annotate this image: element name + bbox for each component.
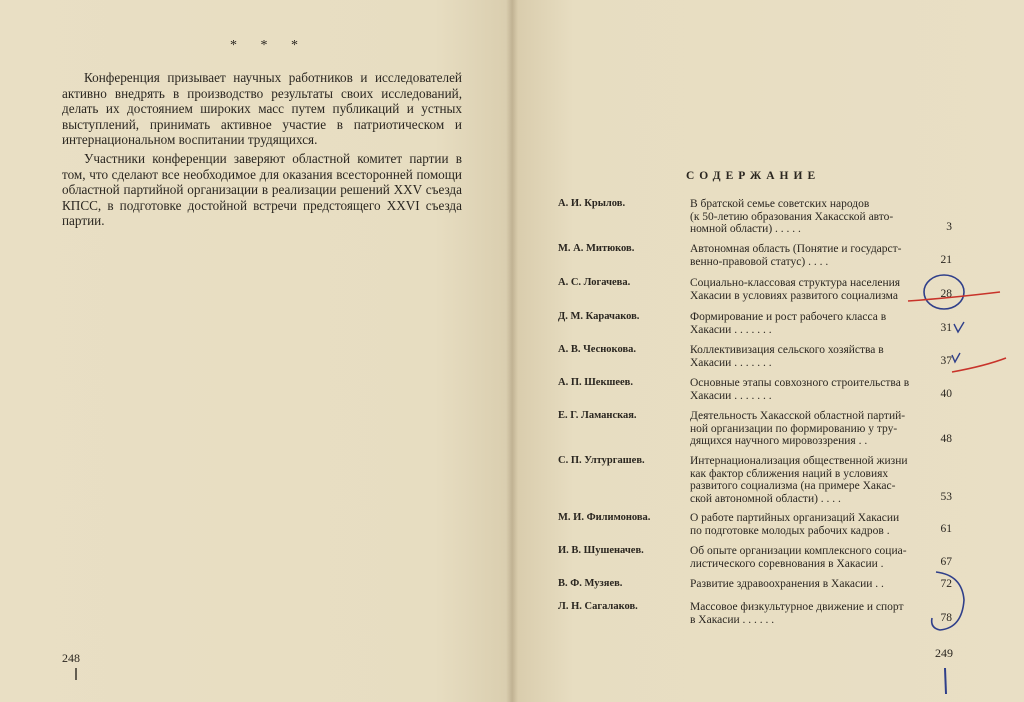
- toc-author: Д. М. Карачаков.: [558, 311, 640, 322]
- toc-author: А. И. Крылов.: [558, 198, 626, 209]
- toc-entry-title: Автономная область (Понятие и государст- венно-правовой статус) . . . .: [690, 243, 902, 268]
- toc-page: 78: [940, 612, 952, 624]
- toc-page: 48: [940, 433, 952, 445]
- toc-entry-title: В братской семье советских народов (к 50-летию образования Хакасской авто- номной области) . . . . .: [690, 198, 894, 235]
- page-number-right: 249: [935, 646, 953, 660]
- toc-page: 37: [940, 355, 952, 367]
- toc-page: 61: [940, 523, 952, 535]
- toc-author: В. Ф. Музяев.: [558, 578, 623, 589]
- toc-author: А. С. Логачева.: [558, 277, 631, 288]
- toc-page: 21: [940, 254, 952, 266]
- toc-entry-title: Коллективизация сельского хозяйства в Хакасии . . . . . . .: [690, 344, 884, 369]
- paragraph-1: Конференция призывает научных работников и исследователей активно внедрять в производство результаты своих исследований, делать их достоянием широких масс путем публикаций и устных выступлений, принимать активное участие в патриотическом и интернациональном воспитании трудящихся.: [62, 70, 462, 148]
- toc-entry-title: О работе партийных организаций Хакасии по подготовке молодых рабочих кадров .: [690, 512, 900, 537]
- toc-entry-title: Формирование и рост рабочего класса в Хакасии . . . . . . .: [690, 311, 887, 336]
- section-separator: * * *: [230, 38, 308, 53]
- paragraph-2: Участники конференции заверяют областной комитет партии в том, что сделают все необходимое для оказания всесторонней помощи областной партийной организации в реализации решений XXV съезда КПСС, в подготовке достойной встречи предстоящего XXVI съезда партии.: [62, 151, 462, 229]
- page-number-left: 248: [62, 651, 80, 665]
- toc-entry-title: Развитие здравоохранения в Хакасии . .: [690, 578, 884, 590]
- toc-author: Л. Н. Сагалаков.: [558, 601, 638, 612]
- toc-entry-title: Социально-классовая структура населения Хакасии в условиях развитого социализма: [690, 277, 901, 302]
- toc-page: 28: [940, 288, 952, 300]
- toc-page: 3: [946, 221, 952, 233]
- toc-entry-title: Основные этапы совхозного строительства в Хакасии . . . . . . .: [690, 377, 910, 402]
- toc-author: Е. Г. Ламанская.: [558, 410, 637, 421]
- toc-entry-title: Интернационализация общественной жизни как фактор сближения наций в условиях развитого социализма (на примере Хакас- ской автономной области) . . . .: [690, 455, 908, 505]
- toc-author: А. П. Шекшеев.: [558, 377, 633, 388]
- toc-author: М. И. Филимонова.: [558, 512, 651, 523]
- toc-entry-title: Массовое физкультурное движение и спорт в Хакасии . . . . . .: [690, 601, 904, 626]
- toc-page: 31: [940, 322, 952, 334]
- toc-page: 53: [940, 491, 952, 503]
- toc-page: 72: [940, 578, 952, 590]
- toc-page: 40: [940, 388, 952, 400]
- toc-author: С. П. Ултургашев.: [558, 455, 645, 466]
- toc-author: А. В. Чеснокова.: [558, 344, 636, 355]
- toc-author: М. А. Митюков.: [558, 243, 635, 254]
- book-spine: [506, 0, 518, 702]
- toc-author: И. В. Шушеначев.: [558, 545, 644, 556]
- toc-entry-title: Деятельность Хакасской областной партий- ной организации по формированию у тру- дящихся научного мировоззрения . .: [690, 410, 906, 447]
- toc-title: СОДЕРЖАНИЕ: [686, 170, 821, 182]
- toc-page: 67: [940, 556, 952, 568]
- toc-entry-title: Об опыте организации комплексного социа- листического соревнования в Хакасии .: [690, 545, 907, 570]
